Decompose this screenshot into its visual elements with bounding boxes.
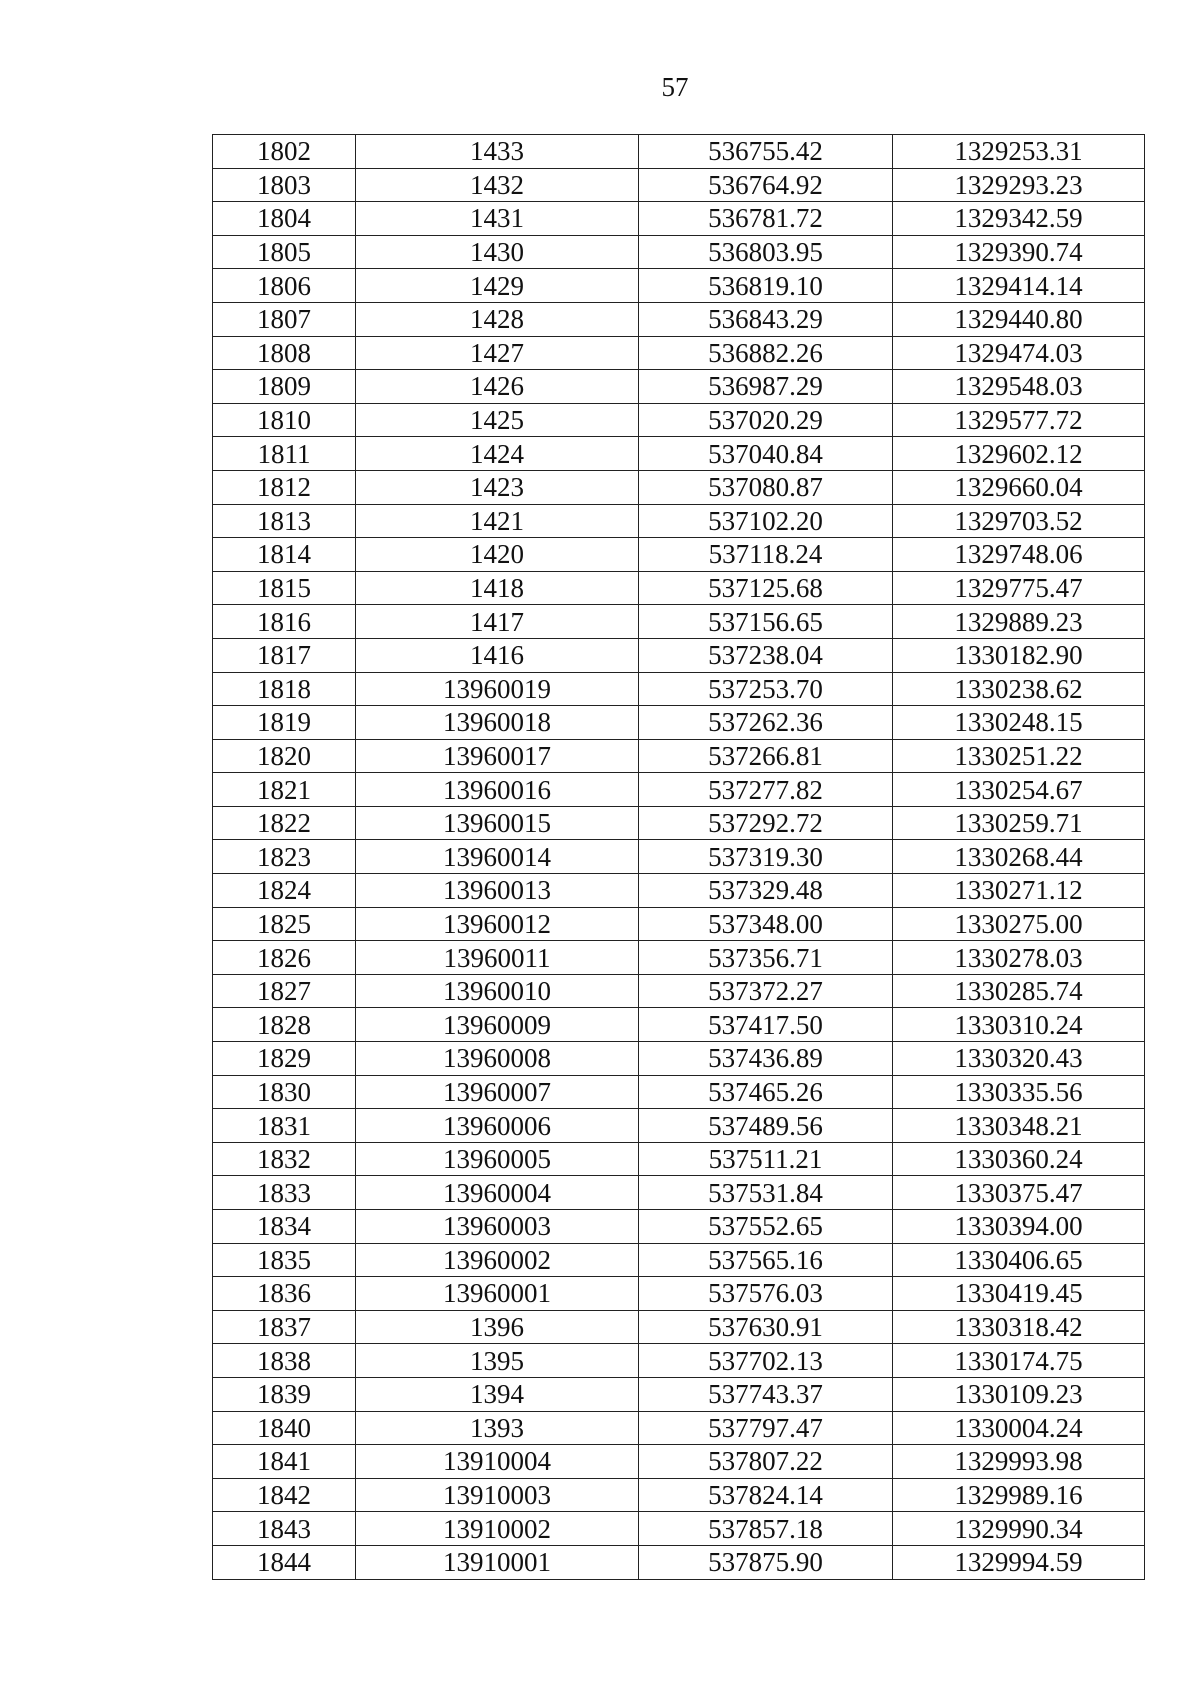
point-number-cell: 1841 — [213, 1445, 356, 1479]
table-row — [213, 437, 1145, 471]
point-id-cell: 1428 — [356, 302, 639, 336]
y-coordinate-cell: 1330360.24 — [893, 1142, 1145, 1176]
point-number-cell: 1839 — [213, 1377, 356, 1411]
x-coordinate-cell: 537356.71 — [639, 941, 893, 975]
point-id-cell: 13960013 — [356, 874, 639, 908]
table-row — [213, 1109, 1145, 1143]
point-id-cell: 13960002 — [356, 1243, 639, 1277]
x-coordinate-cell: 537489.56 — [639, 1109, 893, 1143]
y-coordinate-cell: 1330251.22 — [893, 739, 1145, 773]
table-row — [213, 773, 1145, 807]
y-coordinate-cell: 1330275.00 — [893, 907, 1145, 941]
point-number-cell: 1837 — [213, 1310, 356, 1344]
table-row — [213, 739, 1145, 773]
point-number-cell: 1815 — [213, 571, 356, 605]
y-coordinate-cell: 1330335.56 — [893, 1075, 1145, 1109]
table-row — [213, 840, 1145, 874]
y-coordinate-cell: 1330318.42 — [893, 1310, 1145, 1344]
coordinates-table — [212, 134, 1145, 1580]
y-coordinate-cell: 1329994.59 — [893, 1545, 1145, 1579]
point-number-cell: 1842 — [213, 1478, 356, 1512]
table-row — [213, 706, 1145, 740]
table-row — [213, 1310, 1145, 1344]
point-number-cell: 1832 — [213, 1142, 356, 1176]
y-coordinate-cell: 1330285.74 — [893, 974, 1145, 1008]
point-id-cell: 13960006 — [356, 1109, 639, 1143]
x-coordinate-cell: 537372.27 — [639, 974, 893, 1008]
y-coordinate-cell: 1329660.04 — [893, 470, 1145, 504]
point-id-cell: 1424 — [356, 437, 639, 471]
point-id-cell: 13960019 — [356, 672, 639, 706]
table-row — [213, 1277, 1145, 1311]
point-id-cell: 1394 — [356, 1377, 639, 1411]
table-row — [213, 1176, 1145, 1210]
x-coordinate-cell: 537743.37 — [639, 1377, 893, 1411]
point-number-cell: 1811 — [213, 437, 356, 471]
y-coordinate-cell: 1330406.65 — [893, 1243, 1145, 1277]
point-number-cell: 1828 — [213, 1008, 356, 1042]
table-row — [213, 202, 1145, 236]
point-id-cell: 1416 — [356, 638, 639, 672]
point-number-cell: 1807 — [213, 302, 356, 336]
point-id-cell: 13960016 — [356, 773, 639, 807]
point-number-cell: 1812 — [213, 470, 356, 504]
table-row — [213, 907, 1145, 941]
table-row — [213, 1075, 1145, 1109]
table-row — [213, 605, 1145, 639]
point-number-cell: 1827 — [213, 974, 356, 1008]
table-row — [213, 1142, 1145, 1176]
x-coordinate-cell: 537266.81 — [639, 739, 893, 773]
x-coordinate-cell: 537797.47 — [639, 1411, 893, 1445]
y-coordinate-cell: 1330182.90 — [893, 638, 1145, 672]
point-id-cell: 13960005 — [356, 1142, 639, 1176]
page-number: 57 — [661, 72, 689, 102]
point-id-cell: 1418 — [356, 571, 639, 605]
table-row — [213, 638, 1145, 672]
x-coordinate-cell: 536819.10 — [639, 269, 893, 303]
x-coordinate-cell: 537875.90 — [639, 1545, 893, 1579]
point-number-cell: 1802 — [213, 135, 356, 169]
point-id-cell: 1420 — [356, 538, 639, 572]
y-coordinate-cell: 1329390.74 — [893, 235, 1145, 269]
point-number-cell: 1844 — [213, 1545, 356, 1579]
point-number-cell: 1826 — [213, 941, 356, 975]
table-row — [213, 874, 1145, 908]
point-id-cell: 13960011 — [356, 941, 639, 975]
point-number-cell: 1821 — [213, 773, 356, 807]
y-coordinate-cell: 1330268.44 — [893, 840, 1145, 874]
y-coordinate-cell: 1329577.72 — [893, 403, 1145, 437]
x-coordinate-cell: 537465.26 — [639, 1075, 893, 1109]
y-coordinate-cell: 1329748.06 — [893, 538, 1145, 572]
point-number-cell: 1831 — [213, 1109, 356, 1143]
point-id-cell: 1425 — [356, 403, 639, 437]
table-row — [213, 403, 1145, 437]
point-number-cell: 1835 — [213, 1243, 356, 1277]
y-coordinate-cell: 1329253.31 — [893, 135, 1145, 169]
point-id-cell: 1426 — [356, 370, 639, 404]
x-coordinate-cell: 537080.87 — [639, 470, 893, 504]
point-id-cell: 13960007 — [356, 1075, 639, 1109]
x-coordinate-cell: 537020.29 — [639, 403, 893, 437]
table-row — [213, 974, 1145, 1008]
point-id-cell: 13910004 — [356, 1445, 639, 1479]
point-id-cell: 13960018 — [356, 706, 639, 740]
x-coordinate-cell: 537277.82 — [639, 773, 893, 807]
table-row — [213, 672, 1145, 706]
point-number-cell: 1833 — [213, 1176, 356, 1210]
table-row — [213, 168, 1145, 202]
table-row — [213, 1478, 1145, 1512]
table-row — [213, 538, 1145, 572]
y-coordinate-cell: 1330004.24 — [893, 1411, 1145, 1445]
table-row — [213, 1210, 1145, 1244]
x-coordinate-cell: 536781.72 — [639, 202, 893, 236]
x-coordinate-cell: 537857.18 — [639, 1512, 893, 1546]
point-id-cell: 1421 — [356, 504, 639, 538]
point-number-cell: 1843 — [213, 1512, 356, 1546]
point-number-cell: 1830 — [213, 1075, 356, 1109]
y-coordinate-cell: 1330394.00 — [893, 1210, 1145, 1244]
point-id-cell: 13960001 — [356, 1277, 639, 1311]
y-coordinate-cell: 1329440.80 — [893, 302, 1145, 336]
y-coordinate-cell: 1330109.23 — [893, 1377, 1145, 1411]
point-id-cell: 1429 — [356, 269, 639, 303]
x-coordinate-cell: 537118.24 — [639, 538, 893, 572]
x-coordinate-cell: 537417.50 — [639, 1008, 893, 1042]
y-coordinate-cell: 1329293.23 — [893, 168, 1145, 202]
x-coordinate-cell: 537807.22 — [639, 1445, 893, 1479]
table-row — [213, 571, 1145, 605]
y-coordinate-cell: 1330259.71 — [893, 806, 1145, 840]
table-row — [213, 235, 1145, 269]
point-id-cell: 13960009 — [356, 1008, 639, 1042]
point-id-cell: 13910003 — [356, 1478, 639, 1512]
point-id-cell: 1393 — [356, 1411, 639, 1445]
x-coordinate-cell: 536882.26 — [639, 336, 893, 370]
x-coordinate-cell: 537565.16 — [639, 1243, 893, 1277]
point-id-cell: 1431 — [356, 202, 639, 236]
table-row — [213, 1545, 1145, 1579]
y-coordinate-cell: 1329889.23 — [893, 605, 1145, 639]
point-number-cell: 1822 — [213, 806, 356, 840]
table-row — [213, 370, 1145, 404]
x-coordinate-cell: 537630.91 — [639, 1310, 893, 1344]
y-coordinate-cell: 1329342.59 — [893, 202, 1145, 236]
point-number-cell: 1805 — [213, 235, 356, 269]
x-coordinate-cell: 537329.48 — [639, 874, 893, 908]
x-coordinate-cell: 537436.89 — [639, 1042, 893, 1076]
x-coordinate-cell: 536803.95 — [639, 235, 893, 269]
point-id-cell: 13910001 — [356, 1545, 639, 1579]
table-row — [213, 1512, 1145, 1546]
coordinates-table-body — [213, 135, 1145, 1580]
y-coordinate-cell: 1329990.34 — [893, 1512, 1145, 1546]
point-id-cell: 13960010 — [356, 974, 639, 1008]
table-row — [213, 269, 1145, 303]
y-coordinate-cell: 1329989.16 — [893, 1478, 1145, 1512]
point-id-cell: 13960008 — [356, 1042, 639, 1076]
y-coordinate-cell: 1330271.12 — [893, 874, 1145, 908]
table-row — [213, 1411, 1145, 1445]
table-row — [213, 504, 1145, 538]
point-id-cell: 13960003 — [356, 1210, 639, 1244]
x-coordinate-cell: 537552.65 — [639, 1210, 893, 1244]
x-coordinate-cell: 536843.29 — [639, 302, 893, 336]
point-id-cell: 1395 — [356, 1344, 639, 1378]
y-coordinate-cell: 1329993.98 — [893, 1445, 1145, 1479]
x-coordinate-cell: 537824.14 — [639, 1478, 893, 1512]
point-id-cell: 1417 — [356, 605, 639, 639]
point-number-cell: 1810 — [213, 403, 356, 437]
y-coordinate-cell: 1330310.24 — [893, 1008, 1145, 1042]
x-coordinate-cell: 537348.00 — [639, 907, 893, 941]
point-number-cell: 1816 — [213, 605, 356, 639]
y-coordinate-cell: 1330419.45 — [893, 1277, 1145, 1311]
y-coordinate-cell: 1329703.52 — [893, 504, 1145, 538]
y-coordinate-cell: 1330254.67 — [893, 773, 1145, 807]
y-coordinate-cell: 1329414.14 — [893, 269, 1145, 303]
y-coordinate-cell: 1330248.15 — [893, 706, 1145, 740]
point-number-cell: 1806 — [213, 269, 356, 303]
point-number-cell: 1809 — [213, 370, 356, 404]
point-number-cell: 1829 — [213, 1042, 356, 1076]
table-row — [213, 1377, 1145, 1411]
x-coordinate-cell: 537238.04 — [639, 638, 893, 672]
point-number-cell: 1836 — [213, 1277, 356, 1311]
point-number-cell: 1813 — [213, 504, 356, 538]
x-coordinate-cell: 537125.68 — [639, 571, 893, 605]
table-row — [213, 806, 1145, 840]
point-id-cell: 13910002 — [356, 1512, 639, 1546]
y-coordinate-cell: 1330174.75 — [893, 1344, 1145, 1378]
x-coordinate-cell: 536764.92 — [639, 168, 893, 202]
y-coordinate-cell: 1330348.21 — [893, 1109, 1145, 1143]
point-number-cell: 1838 — [213, 1344, 356, 1378]
point-id-cell: 1433 — [356, 135, 639, 169]
y-coordinate-cell: 1329474.03 — [893, 336, 1145, 370]
x-coordinate-cell: 537531.84 — [639, 1176, 893, 1210]
point-number-cell: 1819 — [213, 706, 356, 740]
point-number-cell: 1817 — [213, 638, 356, 672]
table-row — [213, 1344, 1145, 1378]
y-coordinate-cell: 1330238.62 — [893, 672, 1145, 706]
point-id-cell: 13960014 — [356, 840, 639, 874]
table-row — [213, 470, 1145, 504]
point-number-cell: 1824 — [213, 874, 356, 908]
x-coordinate-cell: 537102.20 — [639, 504, 893, 538]
x-coordinate-cell: 537319.30 — [639, 840, 893, 874]
y-coordinate-cell: 1329602.12 — [893, 437, 1145, 471]
x-coordinate-cell: 536755.42 — [639, 135, 893, 169]
x-coordinate-cell: 537262.36 — [639, 706, 893, 740]
table-row — [213, 302, 1145, 336]
table-row — [213, 1445, 1145, 1479]
x-coordinate-cell: 537702.13 — [639, 1344, 893, 1378]
table-row — [213, 135, 1145, 169]
point-number-cell: 1840 — [213, 1411, 356, 1445]
point-number-cell: 1804 — [213, 202, 356, 236]
point-number-cell: 1823 — [213, 840, 356, 874]
point-number-cell: 1825 — [213, 907, 356, 941]
x-coordinate-cell: 537040.84 — [639, 437, 893, 471]
y-coordinate-cell: 1330320.43 — [893, 1042, 1145, 1076]
y-coordinate-cell: 1330375.47 — [893, 1176, 1145, 1210]
point-id-cell: 1430 — [356, 235, 639, 269]
point-number-cell: 1803 — [213, 168, 356, 202]
point-number-cell: 1808 — [213, 336, 356, 370]
table-row — [213, 1243, 1145, 1277]
point-id-cell: 1427 — [356, 336, 639, 370]
point-id-cell: 13960012 — [356, 907, 639, 941]
x-coordinate-cell: 537253.70 — [639, 672, 893, 706]
table-row — [213, 336, 1145, 370]
table-row — [213, 941, 1145, 975]
point-number-cell: 1818 — [213, 672, 356, 706]
y-coordinate-cell: 1330278.03 — [893, 941, 1145, 975]
point-id-cell: 1432 — [356, 168, 639, 202]
x-coordinate-cell: 537511.21 — [639, 1142, 893, 1176]
x-coordinate-cell: 537156.65 — [639, 605, 893, 639]
y-coordinate-cell: 1329548.03 — [893, 370, 1145, 404]
x-coordinate-cell: 536987.29 — [639, 370, 893, 404]
point-id-cell: 1396 — [356, 1310, 639, 1344]
x-coordinate-cell: 537576.03 — [639, 1277, 893, 1311]
point-id-cell: 13960015 — [356, 806, 639, 840]
table-row — [213, 1008, 1145, 1042]
point-number-cell: 1814 — [213, 538, 356, 572]
point-id-cell: 13960017 — [356, 739, 639, 773]
point-number-cell: 1834 — [213, 1210, 356, 1244]
table-row — [213, 1042, 1145, 1076]
point-id-cell: 1423 — [356, 470, 639, 504]
y-coordinate-cell: 1329775.47 — [893, 571, 1145, 605]
x-coordinate-cell: 537292.72 — [639, 806, 893, 840]
point-id-cell: 13960004 — [356, 1176, 639, 1210]
point-number-cell: 1820 — [213, 739, 356, 773]
